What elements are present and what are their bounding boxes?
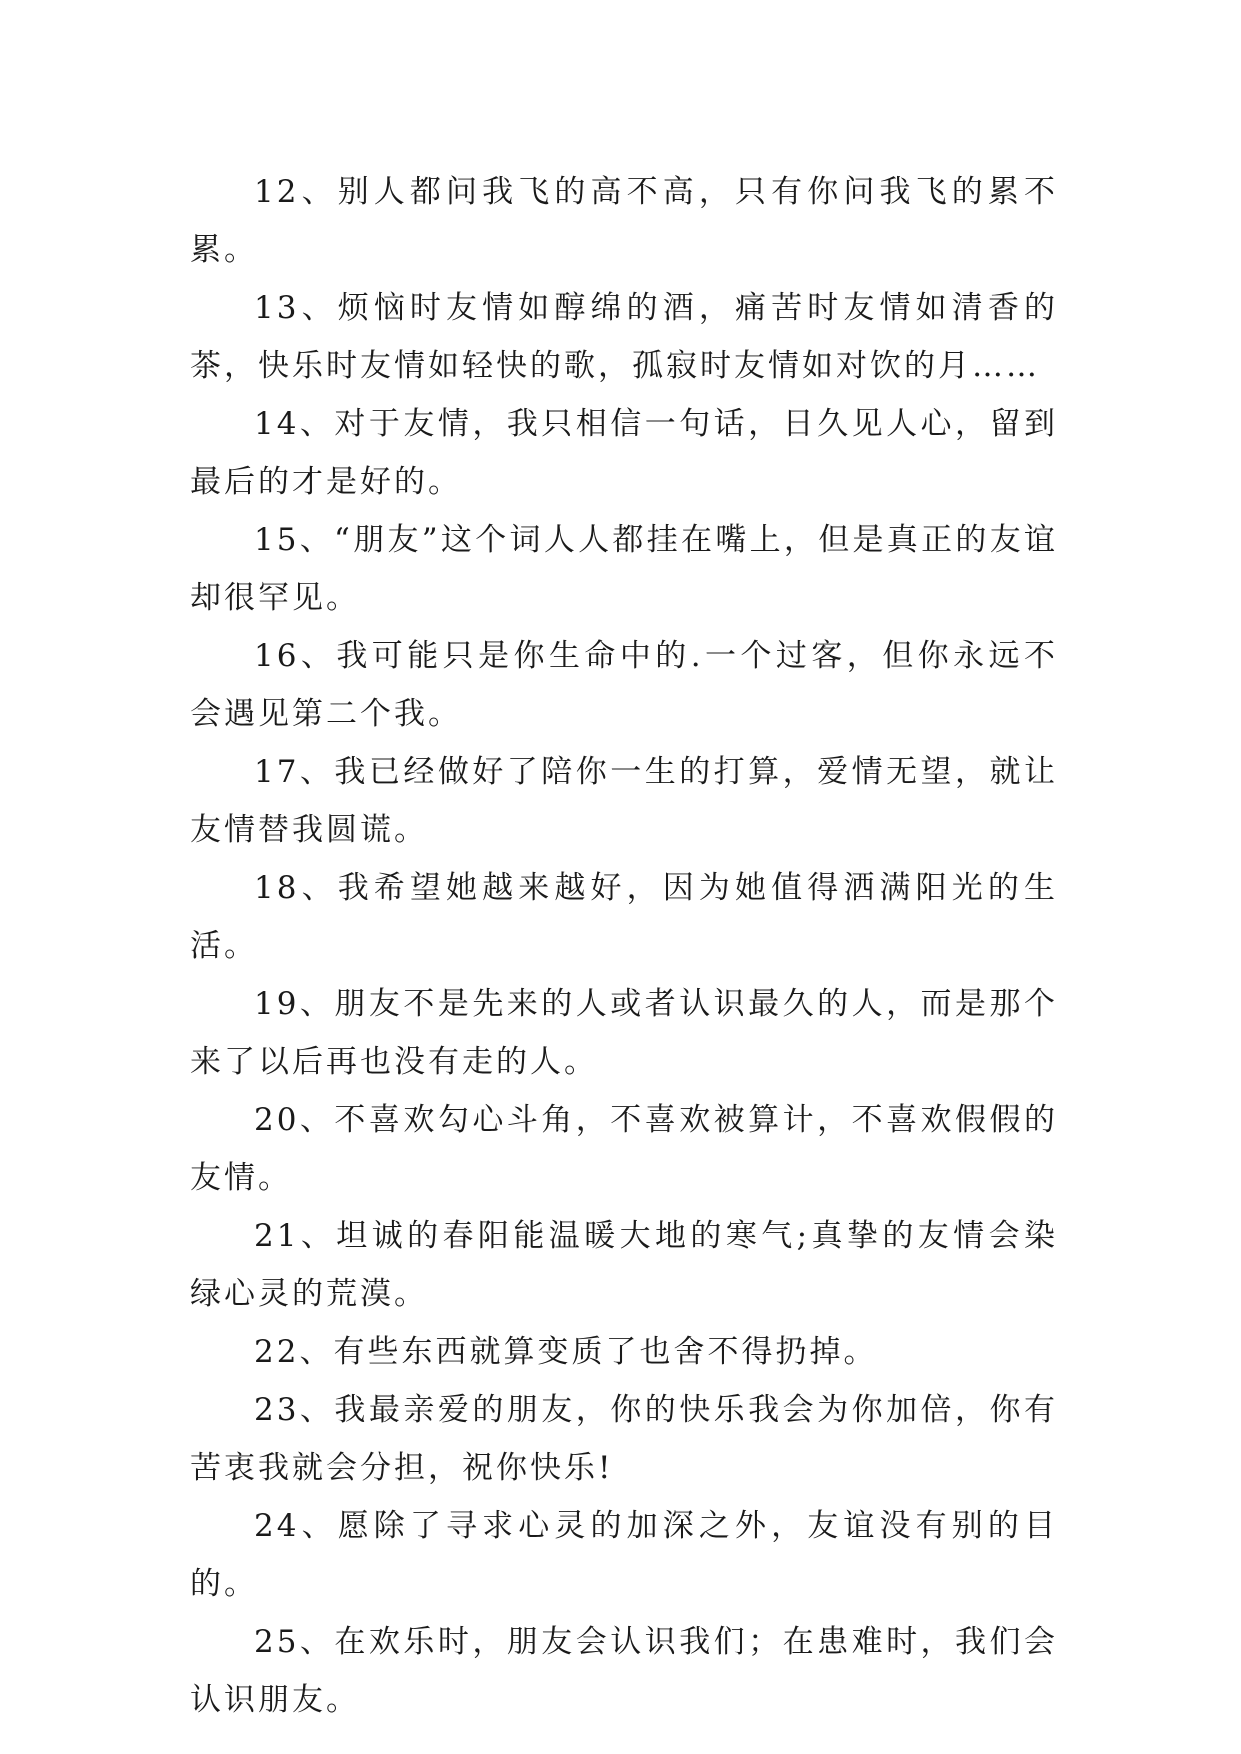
paragraph-23: 23、我最亲爱的朋友，你的快乐我会为你加倍，你有苦衷我就会分担，祝你快乐! <box>190 1392 1058 1486</box>
paragraph-20: 20、不喜欢勾心斗角，不喜欢被算计，不喜欢假假的友情。 <box>190 1102 1058 1196</box>
paragraph-13: 13、烦恼时友情如醇绵的酒，痛苦时友情如清香的茶，快乐时友情如轻快的歌，孤寂时友情如对饮的月…… <box>190 290 1058 384</box>
paragraph-24: 24、愿除了寻求心灵的加深之外，友谊没有别的目的。 <box>190 1508 1058 1602</box>
paragraph-18: 18、我希望她越来越好，因为她值得洒满阳光的生活。 <box>190 870 1058 964</box>
paragraph-25: 25、在欢乐时，朋友会认识我们；在患难时，我们会认识朋友。 <box>190 1624 1058 1718</box>
paragraph-15: 15、“朋友”这个词人人都挂在嘴上，但是真正的友谊却很罕见。 <box>190 522 1058 616</box>
paragraph-19: 19、朋友不是先来的人或者认识最久的人，而是那个来了以后再也没有走的人。 <box>190 986 1058 1080</box>
paragraph-21: 21、坦诚的春阳能温暖大地的寒气;真挚的友情会染绿心灵的荒漠。 <box>190 1218 1058 1312</box>
paragraph-14: 14、对于友情，我只相信一句话，日久见人心，留到最后的才是好的。 <box>190 406 1058 500</box>
paragraph-22: 22、有些东西就算变质了也舍不得扔掉。 <box>254 1334 878 1370</box>
paragraph-16: 16、我可能只是你生命中的.一个过客，但你永远不会遇见第二个我。 <box>190 638 1058 732</box>
paragraph-12: 12、别人都问我飞的高不高，只有你问我飞的累不累。 <box>190 174 1058 268</box>
document-body <box>190 163 1058 1729</box>
paragraph-17: 17、我已经做好了陪你一生的打算，爱情无望，就让友情替我圆谎。 <box>190 754 1058 848</box>
